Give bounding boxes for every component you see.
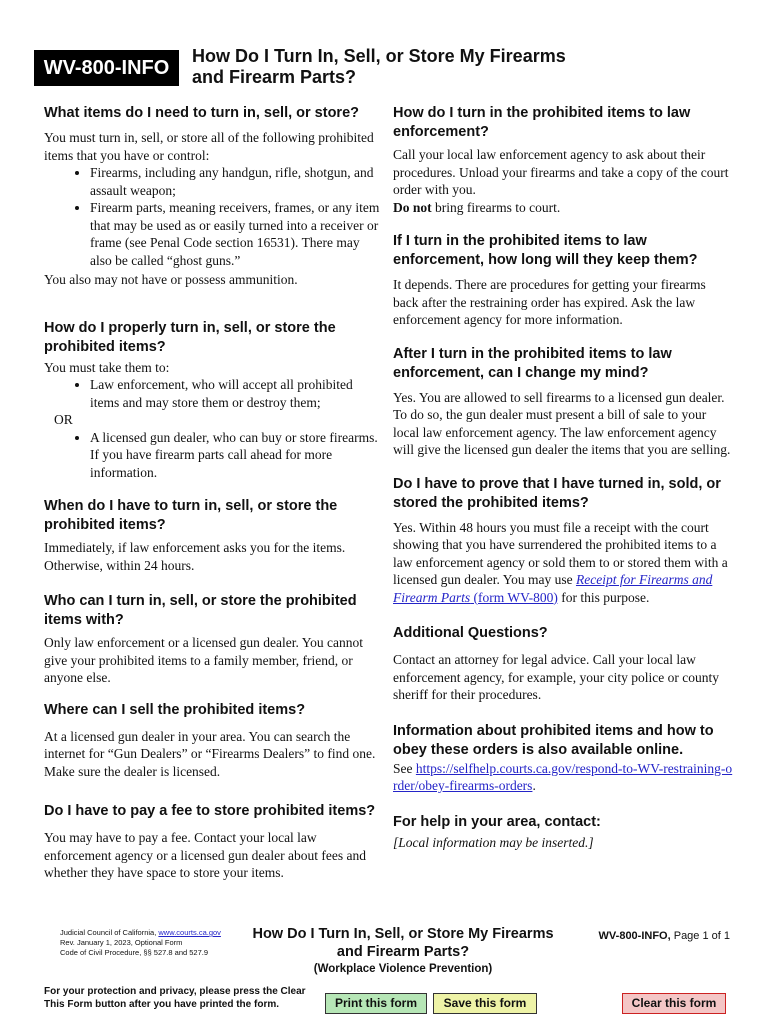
footer-title-line2: and Firearm Parts?: [336, 944, 470, 960]
section-heading: How do I properly turn in, sell, or store the prohibited items?: [44, 319, 336, 355]
section-heading: Where can I sell the prohibited items?: [44, 701, 306, 718]
section-body: It depends. There are procedures for getting your firearms back after the restraining order has expired. Ask the law enforcement agency for more information.: [393, 277, 706, 327]
page-title-line2: and Firearm Parts?: [192, 67, 357, 87]
clear-form-button[interactable]: Clear this form: [622, 993, 726, 1014]
bullet-list: [44, 376, 384, 411]
privacy-line2: This Form button after you have printed the form.: [44, 998, 280, 1010]
council-name: Judicial Council of California,: [60, 928, 159, 937]
section-change-mind: [393, 345, 733, 459]
page-number: Page 1 of 1: [670, 930, 730, 942]
section-how-law-enforcement: [393, 104, 733, 216]
council-line: [60, 928, 240, 938]
section-heading: When do I have to turn in, sell, or store the prohibited items?: [44, 498, 338, 533]
section-online-info: [393, 722, 733, 795]
form-id-badge: WV-800-INFO: [34, 50, 179, 86]
list-item: • Firearm parts, meaning receivers, frames, or any item that may be used as or easily turned into a receiver or frame (see Penal Code section 16531). There may also be called “ghost guns.”: [90, 199, 384, 269]
section-when: [44, 497, 384, 574]
section-how-turn-in: [44, 319, 384, 482]
section-prove: [393, 475, 733, 607]
section-help-contact: [393, 813, 733, 852]
local-info-placeholder: [Local information may be inserted.]: [393, 834, 594, 850]
section-body: Only law enforcement or a licensed gun dealer. You cannot give your prohibited items to a family member, friend, or anyone else.: [44, 635, 364, 685]
warning-bold: Do not: [393, 199, 432, 215]
section-how-long: [393, 232, 733, 329]
footer-title-line1: How Do I Turn In, Sell, or Store My Firearms: [252, 926, 554, 942]
or-label: OR: [54, 412, 73, 427]
period: .: [532, 778, 536, 793]
section-additional-questions: [393, 624, 733, 704]
privacy-line1: For your protection and privacy, please press the Clear: [44, 986, 306, 997]
footer-title: [238, 925, 568, 961]
section-body: Immediately, if law enforcement asks you for the items. Otherwise, within 24 hours.: [44, 540, 346, 573]
warning-rest: bring firearms to court.: [431, 199, 561, 215]
section-heading: Do I have to prove that I have turned in, sold, or stored the prohibited items?: [393, 475, 721, 511]
footer-subtitle: (Workplace Violence Prevention): [313, 963, 493, 975]
section-heading: If I turn in the prohibited items to law enforcement, how long will they keep them?: [393, 233, 698, 268]
selfhelp-url-link[interactable]: https://selfhelp.courts.ca.gov/respond-to-WV-restraining-order/obey-firearms-orders: [393, 760, 733, 793]
section-intro: You must turn in, sell, or store all of the following prohibited items that you have or control:: [44, 130, 374, 163]
section-fee: [44, 802, 384, 882]
revision-line: Rev. January 1, 2023, Optional Form: [60, 938, 183, 947]
see-text: See: [393, 760, 416, 776]
footer-page-info: [580, 930, 730, 942]
list-item: • Law enforcement, who will accept all prohibited items and may store them or destroy them;: [90, 376, 384, 411]
section-where: [44, 701, 384, 781]
section-heading: Who can I turn in, sell, or store the prohibited items with?: [44, 593, 357, 628]
section-body: Call your local law enforcement agency to ask about their procedures. Unload your firearms and take a copy of the court order with you.: [393, 147, 729, 197]
section-what-items: [44, 104, 384, 289]
section-body: At a licensed gun dealer in your area. You can search the internet for “Gun Dealers” or “Firearms Dealers” to find one. Make sure the dealer is licensed.: [44, 728, 376, 779]
section-heading: For help in your area, contact:: [393, 813, 601, 830]
section-body: [393, 760, 733, 795]
section-body: Contact an attorney for legal advice. Call your local law enforcement agency, for example, your city police or county sheriff for their procedures.: [393, 652, 719, 702]
bullet-list: [44, 429, 384, 482]
courts-url-link[interactable]: www.courts.ca.gov: [158, 928, 221, 937]
privacy-notice: [44, 986, 324, 1011]
page-title: [192, 46, 612, 88]
list-item: • A licensed gun dealer, who can buy or store firearms. If you have firearm parts call ahead for more information.: [90, 429, 384, 482]
right-column: [393, 104, 733, 851]
section-body: You may have to pay a fee. Contact your local law enforcement agency or a licensed gun dealer about fees and whether they have space to store your items.: [44, 830, 366, 880]
section-body: [393, 519, 733, 607]
footer-citation: [60, 928, 240, 958]
body-text: Yes. Within 48 hours you must file a receipt with the court showing that you have surrendered the prohibited items to a law enforcement agency or sold them to or stored them with a licensed gun dealer. You may use: [393, 519, 728, 587]
section-heading: Do I have to pay a fee to store prohibited items?: [44, 803, 376, 819]
left-column: [44, 104, 384, 882]
section-heading: Information about prohibited items and how to obey these orders is also available online.: [393, 722, 714, 758]
footer-form-id: WV-800-INFO,: [598, 930, 671, 942]
section-heading: Additional Questions?: [393, 625, 548, 641]
body-tail: for this purpose.: [557, 589, 650, 605]
link-form-number: (form WV-800): [470, 589, 558, 605]
section-heading: After I turn in the prohibited items to law enforcement, can I change my mind?: [393, 345, 672, 381]
bullet-list: [44, 164, 384, 269]
section-who: [44, 592, 384, 687]
section-heading: What items do I need to turn in, sell, or store?: [44, 105, 359, 121]
section-heading: How do I turn in the prohibited items to law enforcement?: [393, 105, 691, 140]
section-warning: [393, 199, 733, 217]
section-intro: You must take them to:: [44, 359, 170, 375]
print-form-button[interactable]: Print this form: [325, 993, 427, 1014]
page-title-line1: How Do I Turn In, Sell, or Store My Firearms: [192, 46, 566, 66]
section-body: Yes. You are allowed to sell firearms to a licensed gun dealer. To do so, the gun dealer must present a bill of sale to your local law enforcement agency. The law enforcement agency will give the licensed gun dealer the items that you are selling.: [393, 389, 731, 457]
link-title: Receipt for Firearms and Firearm Parts: [393, 572, 713, 605]
section-after: You also may not have or possess ammunition.: [44, 272, 298, 287]
list-item: • Firearms, including any handgun, rifle, shotgun, and assault weapon;: [90, 164, 384, 199]
code-line: Code of Civil Procedure, §§ 527.8 and 527.9: [60, 948, 209, 957]
save-form-button[interactable]: Save this form: [433, 993, 537, 1014]
